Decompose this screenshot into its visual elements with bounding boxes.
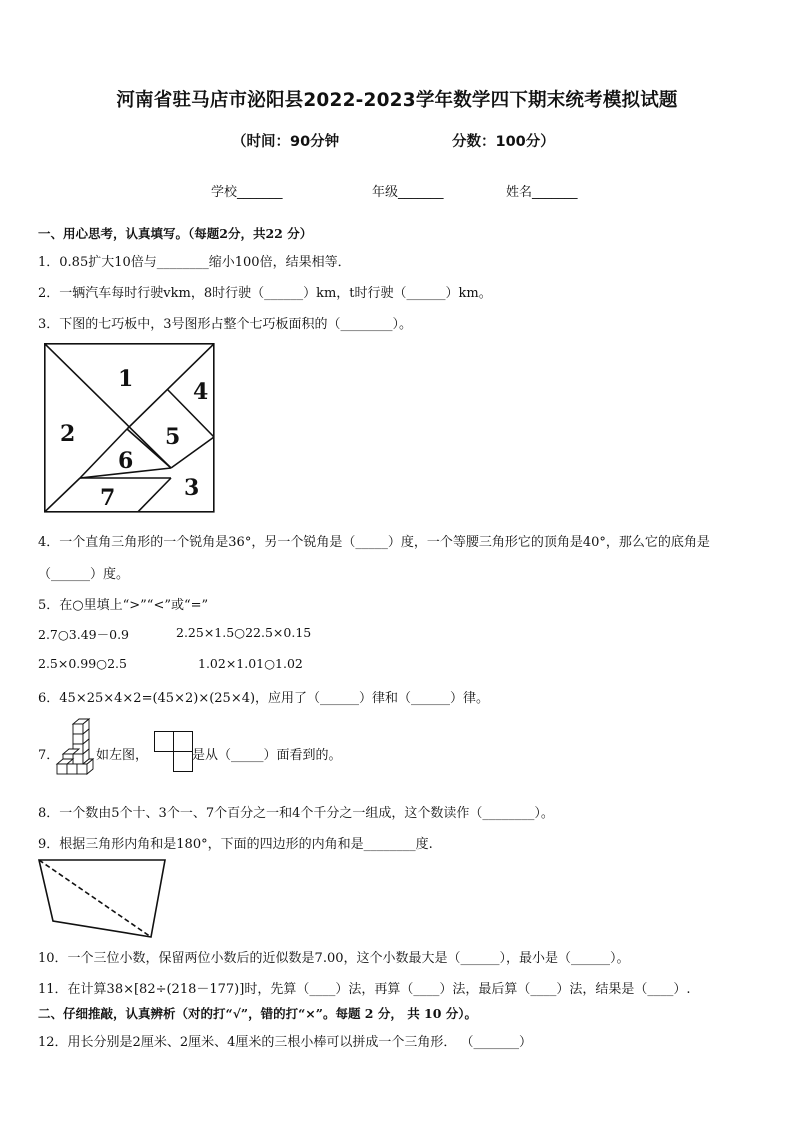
exam-time: （时间：90分钟 xyxy=(232,134,340,150)
question-7-text-1: 如左图， xyxy=(96,748,149,763)
question-10: 10．一个三位小数，保留两位小数后的近似数是7.00，这个小数最大是（______），最小是（______）。 xyxy=(38,951,630,966)
tangram-label-5: 5 xyxy=(165,424,181,450)
question-5-item-a: 2.7○3.49－0.9 xyxy=(38,627,129,642)
tangram-label-1: 1 xyxy=(118,366,134,392)
section-2-heading: 二、仔细推敲，认真辨析（对的打“√”，错的打“×”。每题 2 分， 共 10 分）。 xyxy=(38,1006,478,1021)
school-field[interactable]: 学校_______ xyxy=(211,185,283,200)
cube-stack-figure xyxy=(55,718,99,782)
question-7-number: 7． xyxy=(38,748,60,763)
question-7-text-2: 是从（_____）面看到的。 xyxy=(192,748,342,763)
question-5-item-d: 1.02×1.01○1.02 xyxy=(198,656,303,671)
page-title: 河南省驻马店市泌阳县2022-2023学年数学四下期末统考模拟试题 xyxy=(116,90,678,111)
tangram-line-7-right xyxy=(138,478,171,512)
question-2: 2．一辆汽车每时行驶vkm，8时行驶（______）km，t时行驶（______）km。 xyxy=(38,286,492,301)
tangram-label-4: 4 xyxy=(193,379,209,405)
section-1-heading: 一、用心思考，认真填写。（每题2分，共22 分） xyxy=(38,226,313,241)
grade-field[interactable]: 年级_______ xyxy=(372,185,444,200)
quadrilateral-figure xyxy=(37,857,169,939)
question-9: 9．根据三角形内角和是180°，下面的四边形的内角和是________度. xyxy=(38,837,433,852)
question-11: 11．在计算38×[82÷(218－177)]时，先算（____）法，再算（____）法，最后算（____）法，结果是（____）. xyxy=(38,982,691,997)
question-12: 12．用长分别是2厘米、2厘米、4厘米的三根小棒可以拼成一个三角形． （_______） xyxy=(38,1035,532,1050)
tangram-line-7-left xyxy=(45,478,80,512)
question-6: 6．45×25×4×2=(45×2)×(25×4)，应用了（______）律和（______）律。 xyxy=(38,691,490,706)
tangram-figure xyxy=(44,343,216,513)
tangram-label-3: 3 xyxy=(184,475,200,501)
tangram-label-2: 2 xyxy=(60,421,76,447)
tangram-label-6: 6 xyxy=(118,448,134,474)
name-field[interactable]: 姓名_______ xyxy=(506,185,578,200)
tangram-label-7: 7 xyxy=(100,485,116,511)
question-4-line-2: （______）度。 xyxy=(38,567,130,582)
question-5-item-c: 2.5×0.99○2.5 xyxy=(38,656,127,671)
question-3: 3．下图的七巧板中，3号图形占整个七巧板面积的（________）。 xyxy=(38,317,413,332)
view-figure xyxy=(154,731,194,773)
question-4-line-1: 4．一个直角三角形的一个锐角是36°，另一个锐角是（_____）度，一个等腰三角形它的顶角是40°，那么它的底角是 xyxy=(38,535,710,550)
dashed-diagonal xyxy=(39,860,151,937)
question-8: 8．一个数由5个十、3个一、7个百分之一和4个千分之一组成，这个数读作（________）。 xyxy=(38,806,554,821)
question-1: 1．0.85扩大10倍与________缩小100倍，结果相等． xyxy=(38,255,351,270)
question-5-item-b: 2.25×1.5○22.5×0.15 xyxy=(176,625,312,640)
question-5: 5．在○里填上“>”“<”或“=” xyxy=(38,598,209,613)
exam-score: 分数：100分） xyxy=(452,134,555,150)
